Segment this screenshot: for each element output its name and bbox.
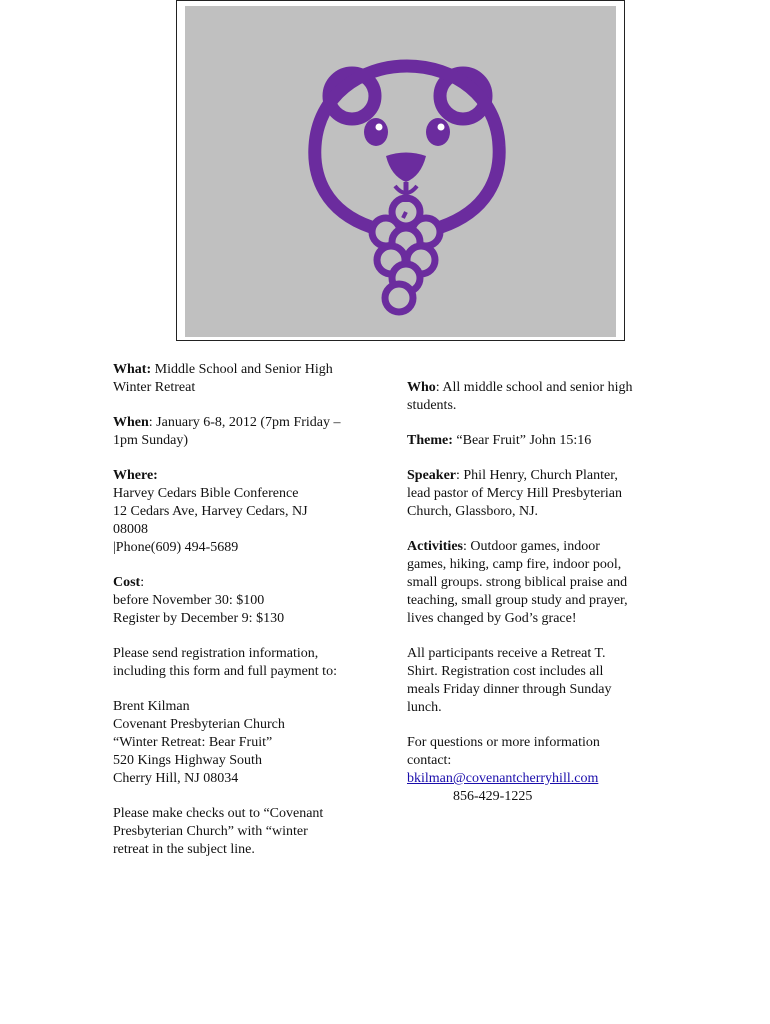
address-street: 520 Kings Highway South (113, 753, 262, 768)
bear-right-eye (426, 118, 450, 146)
activities-label: Activities (407, 539, 463, 554)
send-line-2: including this form and full payment to: (113, 664, 337, 679)
checks-line-3: retreat in the subject line. (113, 842, 255, 857)
contact-section (407, 734, 667, 806)
contact-email-link[interactable]: bkilman@covenantcherryhill.com (407, 771, 599, 786)
speaker-text-2: lead pastor of Mercy Hill Presbyterian (407, 486, 622, 501)
when-text-2: 1pm Sunday) (113, 433, 189, 448)
where-label: Where: (113, 468, 158, 483)
contact-line-2: contact: (407, 753, 452, 768)
checks-note (113, 805, 378, 859)
when-text: : January 6-8, 2012 (7pm Friday – (148, 415, 341, 430)
cost-section (113, 574, 378, 628)
theme-section (407, 432, 667, 450)
bear-with-grapes-icon (185, 6, 616, 337)
what-section (113, 361, 378, 397)
theme-text: “Bear Fruit” John 15:16 (452, 433, 592, 448)
cost-label: Cost (113, 575, 141, 590)
activities-section (407, 538, 667, 628)
who-text: : All middle school and senior high (435, 380, 633, 395)
contact-phone: 856-429-1225 (453, 789, 533, 804)
who-label: Who (407, 380, 436, 395)
who-text-2: students. (407, 398, 457, 413)
activities-text-3: small groups. strong biblical praise and (407, 575, 628, 590)
shirt-line-1: All participants receive a Retreat T. (407, 646, 606, 661)
bear-left-eye (364, 118, 388, 146)
activities-text: : Outdoor games, indoor (462, 539, 600, 554)
where-section (113, 467, 378, 557)
send-line-1: Please send registration information, (113, 646, 319, 661)
cost-early: before November 30: $100 (113, 593, 265, 608)
speaker-label: Speaker (407, 468, 456, 483)
cost-label-colon: : (140, 575, 145, 590)
when-section (113, 414, 378, 450)
activities-text-2: games, hiking, camp fire, indoor pool, (407, 557, 622, 572)
where-zip: 08008 (113, 522, 148, 537)
activities-text-5: lives changed by God’s grace! (407, 611, 577, 626)
shirt-section (407, 645, 667, 717)
activities-text-4: teaching, small group study and prayer, (407, 593, 628, 608)
speaker-text-3: Church, Glassboro, NJ. (407, 504, 539, 519)
right-column (407, 379, 667, 823)
where-street: 12 Cedars Ave, Harvey Cedars, NJ (113, 504, 308, 519)
what-text: Middle School and Senior High (151, 362, 333, 377)
who-section (407, 379, 667, 415)
left-column (113, 361, 378, 876)
shirt-line-3: meals Friday dinner through Sunday (407, 682, 612, 697)
theme-label: Theme: (407, 433, 453, 448)
contact-line-1: For questions or more information (407, 735, 600, 750)
checks-line-1: Please make checks out to “Covenant (113, 806, 324, 821)
what-label: What: (113, 362, 152, 377)
shirt-line-4: lunch. (407, 700, 442, 715)
address-name: Brent Kilman (113, 699, 190, 714)
where-venue: Harvey Cedars Bible Conference (113, 486, 299, 501)
speaker-text: : Phil Henry, Church Planter, (456, 468, 618, 483)
address-attn: “Winter Retreat: Bear Fruit” (113, 735, 273, 750)
logo-background (185, 6, 616, 337)
where-phone: |Phone(609) 494-5689 (113, 540, 239, 555)
cost-late: Register by December 9: $130 (113, 611, 285, 626)
send-instructions (113, 645, 378, 681)
address-city: Cherry Hill, NJ 08034 (113, 771, 239, 786)
bear-nose (386, 153, 426, 183)
mailing-address (113, 698, 378, 788)
when-label: When (113, 415, 149, 430)
speaker-section (407, 467, 667, 521)
address-church: Covenant Presbyterian Church (113, 717, 285, 732)
logo-frame (176, 0, 625, 341)
checks-line-2: Presbyterian Church” with “winter (113, 824, 308, 839)
shirt-line-2: Shirt. Registration cost includes all (407, 664, 604, 679)
what-text-2: Winter Retreat (113, 380, 196, 395)
